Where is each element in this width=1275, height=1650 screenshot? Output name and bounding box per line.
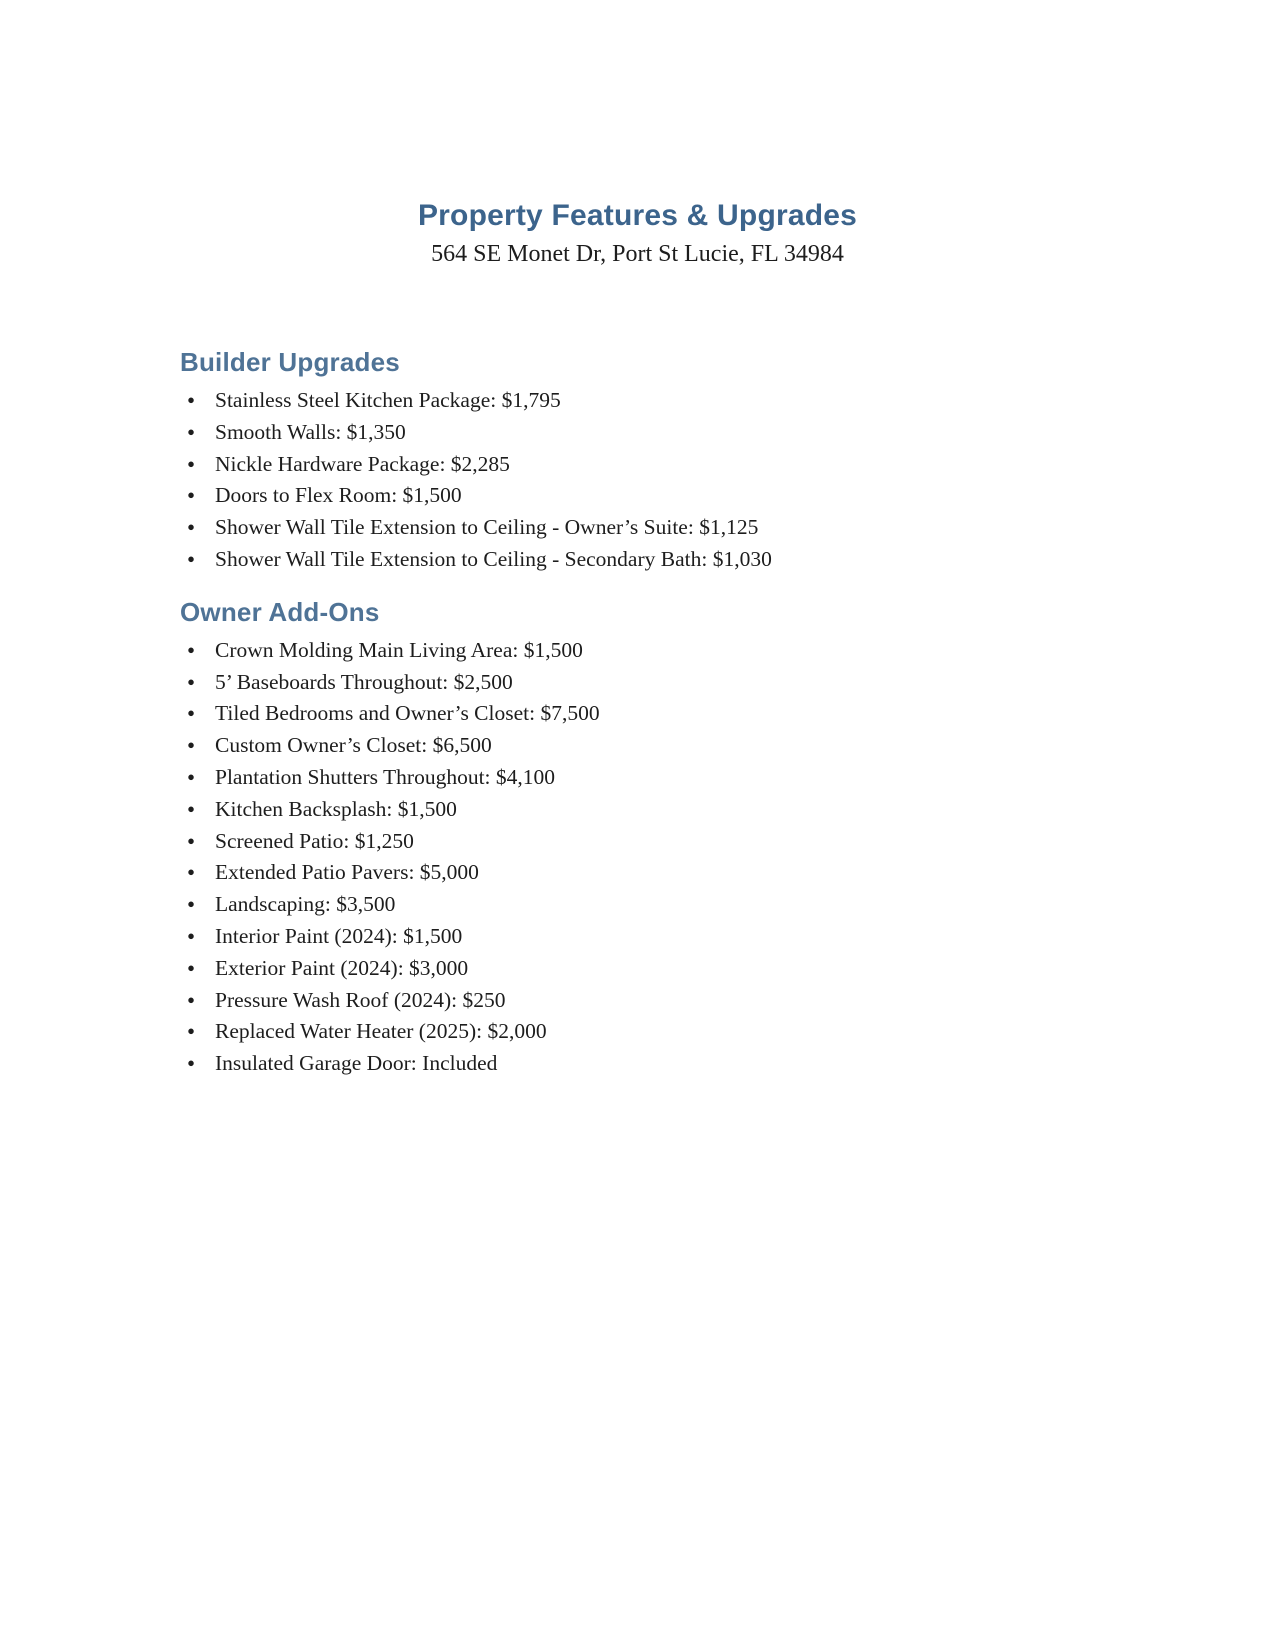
list-item: • Shower Wall Tile Extension to Ceiling - Owner’s Suite: $1,125 <box>180 512 1135 544</box>
list-item: • Extended Patio Pavers: $5,000 <box>180 857 1135 889</box>
section-heading-owner-add-ons: Owner Add-Ons <box>180 596 380 627</box>
owner-add-ons-list <box>180 635 1135 1080</box>
list-item: • Nickle Hardware Package: $2,285 <box>180 449 1135 481</box>
list-item: • Kitchen Backsplash: $1,500 <box>180 794 1135 826</box>
list-item: • Tiled Bedrooms and Owner’s Closet: $7,500 <box>180 698 1135 730</box>
section-builder-upgrades <box>180 347 1135 576</box>
list-item: • Replaced Water Heater (2025): $2,000 <box>180 1016 1135 1048</box>
list-item: • Insulated Garage Door: Included <box>180 1048 1135 1080</box>
section-heading-builder-upgrades: Builder Upgrades <box>180 347 400 377</box>
list-item: • Shower Wall Tile Extension to Ceiling - Secondary Bath: $1,030 <box>180 544 1135 576</box>
list-item: • Pressure Wash Roof (2024): $250 <box>180 985 1135 1017</box>
list-item: • Landscaping: $3,500 <box>180 889 1135 921</box>
section-owner-add-ons <box>180 597 1135 1080</box>
builder-upgrades-list <box>180 385 1135 576</box>
list-item: • Stainless Steel Kitchen Package: $1,795 <box>180 385 1135 417</box>
document-body <box>180 347 1135 1080</box>
list-item: • Exterior Paint (2024): $3,000 <box>180 953 1135 985</box>
list-item: • Doors to Flex Room: $1,500 <box>180 480 1135 512</box>
list-item: • Smooth Walls: $1,350 <box>180 417 1135 449</box>
page-title: Property Features & Upgrades <box>417 199 858 232</box>
list-item: • Custom Owner’s Closet: $6,500 <box>180 730 1135 762</box>
list-item: • 5’ Baseboards Throughout: $2,500 <box>180 667 1135 699</box>
list-item: • Interior Paint (2024): $1,500 <box>180 921 1135 953</box>
list-item: • Screened Patio: $1,250 <box>180 826 1135 858</box>
list-item: • Crown Molding Main Living Area: $1,500 <box>180 635 1135 667</box>
property-address: 564 SE Monet Dr, Port St Lucie, FL 34984 <box>431 241 844 267</box>
list-item: • Plantation Shutters Throughout: $4,100 <box>180 762 1135 794</box>
